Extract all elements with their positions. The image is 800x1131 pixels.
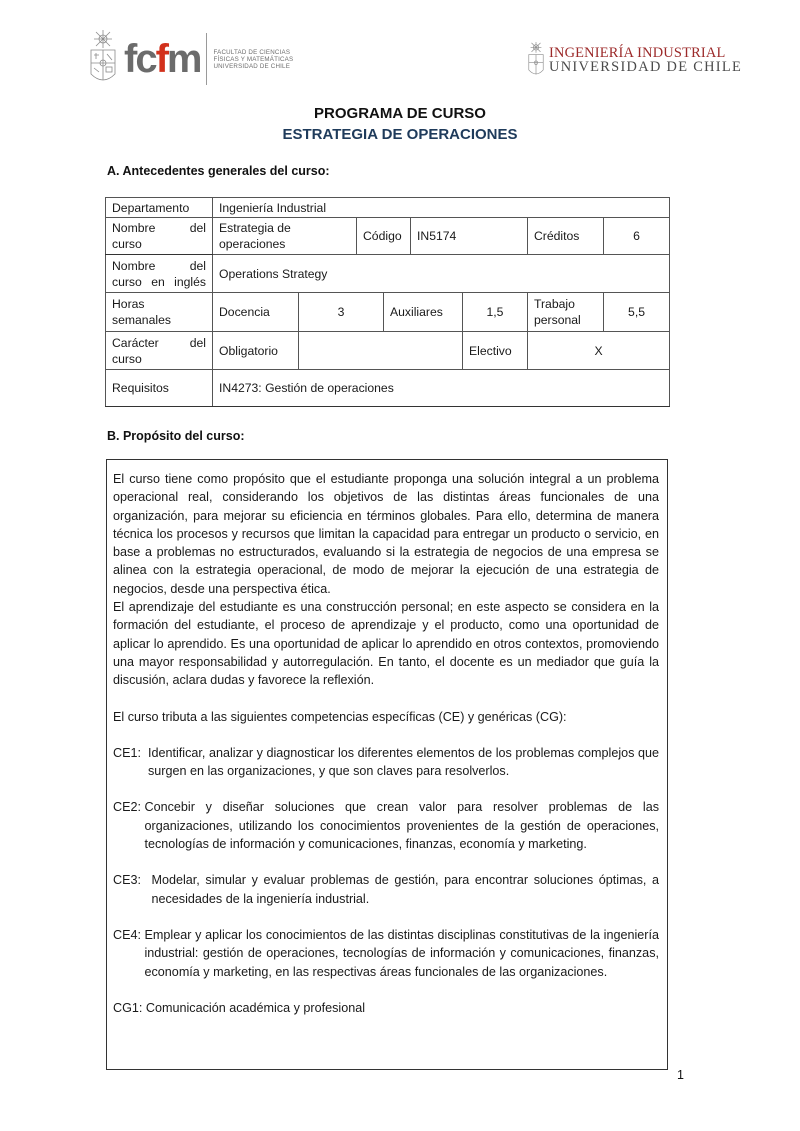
table-row — [106, 370, 670, 407]
caracter-label: Carácter del curso — [106, 332, 213, 370]
auxiliares-label: Auxiliares — [384, 293, 463, 332]
fcfm-subtitle-line: FACULTAD DE CIENCIAS — [213, 48, 291, 56]
competency-item — [113, 999, 659, 1017]
docencia-label: Docencia — [213, 293, 299, 332]
codigo-value: IN5174 — [411, 218, 528, 255]
competency-code: CE3: — [113, 873, 152, 888]
competency-code: CE2: — [113, 800, 145, 815]
ii-logo-title: INGENIERÍA INDUSTRIAL — [549, 45, 726, 61]
nombre-ingles-value: Operations Strategy — [213, 255, 670, 293]
competency-text: Emplear y aplicar los conocimientos de las distintas disciplinas constitutivas de la ingeniería industrial: gestión de operaciones, tecnologías de información y comunicaciones, finanzas, economía y marketing, en las respectivas áreas funcionales de las organizaciones. — [144, 927, 659, 979]
competency-item — [113, 926, 659, 981]
purpose-content — [113, 470, 659, 1017]
electivo-value: X — [528, 332, 670, 370]
competency-item — [113, 871, 659, 908]
trabajo-personal-value: 5,5 — [604, 293, 670, 332]
page-number: 1 — [677, 1068, 684, 1082]
nombre-curso-value: Estrategia de operaciones — [213, 218, 357, 255]
obligatorio-label: Obligatorio — [213, 332, 299, 370]
table-row — [106, 255, 670, 293]
competency-text: Identificar, analizar y diagnosticar los diferentes elementos de los problemas complejos que surgen en las organizaciones, y que son claves para resolverlos. — [148, 745, 659, 779]
competency-text: Modelar, simular y evaluar problemas de gestión, para encontrar soluciones óptimas, a necesidades de la ingeniería industrial. — [151, 873, 659, 906]
codigo-label: Código — [357, 218, 411, 255]
competency-item — [113, 744, 659, 781]
trabajo-personal-label: Trabajo personal — [528, 293, 604, 332]
docencia-value: 3 — [299, 293, 384, 332]
competency-text: Concebir y diseñar soluciones que crean valor para resolver problemas de las organizaciones, utilizando los conocimientos provenientes de la gestión de operaciones, tecnologías de información y comunicaciones, finanzas, economía y marketing. — [144, 800, 659, 852]
fcfm-subtitle-line: UNIVERSIDAD DE CHILE — [213, 62, 291, 70]
fcfm-subtitle-line: FÍSICAS Y MATEMÁTICAS — [213, 55, 294, 63]
nombre-curso-label: Nombre del curso — [106, 218, 213, 255]
course-title: ESTRATEGIA DE OPERACIONES — [282, 126, 518, 143]
table-row — [106, 218, 670, 255]
ii-logo-subtitle: UNIVERSIDAD DE CHILE — [549, 59, 743, 75]
obligatorio-value — [299, 332, 463, 370]
ingenieria-industrial-logo — [527, 40, 742, 80]
university-crest-icon — [527, 40, 545, 80]
creditos-value: 6 — [604, 218, 670, 255]
table-row — [106, 198, 670, 218]
requisitos-label: Requisitos — [106, 370, 213, 407]
table-row — [106, 293, 670, 332]
table-row — [106, 332, 670, 370]
competency-code: CE1: — [113, 745, 148, 760]
purpose-paragraph: El aprendizaje del estudiante es una construcción personal; en este aspecto se considera en la formación del estudiante, el proceso de aprendizaje y el producto, como una oportunidad de aplicar lo aprendido. Es una oportunidad de aplicar lo aprendido en otros contextos, promoviendo una mayor responsabilidad y autorregulación. En tanto, el docente es un mediador que guía la discusión, aclara dudas y favorece la reflexión. — [113, 600, 659, 688]
departamento-label: Departamento — [106, 198, 213, 218]
logo-divider — [206, 33, 207, 85]
document-title: PROGRAMA DE CURSO — [314, 105, 486, 122]
course-info-table — [105, 197, 670, 407]
university-crest-icon — [88, 30, 118, 88]
section-a-heading: A. Antecedentes generales del curso: — [107, 164, 330, 178]
fcfm-wordmark: fcfm — [124, 37, 201, 81]
purpose-paragraph: El curso tiene como propósito que el estudiante proponga una solución integral a un problema operacional real, considerando los objetivos de las distintas áreas funcionales de una organización, para mejorar su eficiencia en términos globales. Para ello, determina de manera técnica los procesos y recursos que limitan la capacidad para entregar un producto o servicio, en base a problemas no estructurados, evaluando si la estrategia de negocios de una empresa se alinea con la estrategia operacional, de modo de mejorar la ejecución de una estrategia de negocios, desde una perspectiva ética. — [113, 472, 659, 596]
competency-text: Comunicación académica y profesional — [145, 1000, 366, 1015]
auxiliares-value: 1,5 — [463, 293, 528, 332]
nombre-ingles-label: Nombre del curso en inglés — [106, 255, 213, 293]
requisitos-value: IN4273: Gestión de operaciones — [213, 370, 670, 407]
competencies-intro: El curso tributa a las siguientes competencias específicas (CE) y genéricas (CG): — [113, 709, 567, 724]
electivo-label: Electivo — [463, 332, 528, 370]
creditos-label: Créditos — [528, 218, 604, 255]
competency-code: CE4: — [113, 927, 145, 942]
competency-item — [113, 798, 659, 853]
fcfm-logo — [88, 28, 293, 90]
departamento-value: Ingeniería Industrial — [213, 198, 670, 218]
horas-semanales-label: Horas semanales — [106, 293, 213, 332]
section-b-heading: B. Propósito del curso: — [107, 429, 245, 443]
competency-code: CG1: — [113, 1000, 146, 1015]
fcfm-subtitle — [213, 49, 293, 70]
